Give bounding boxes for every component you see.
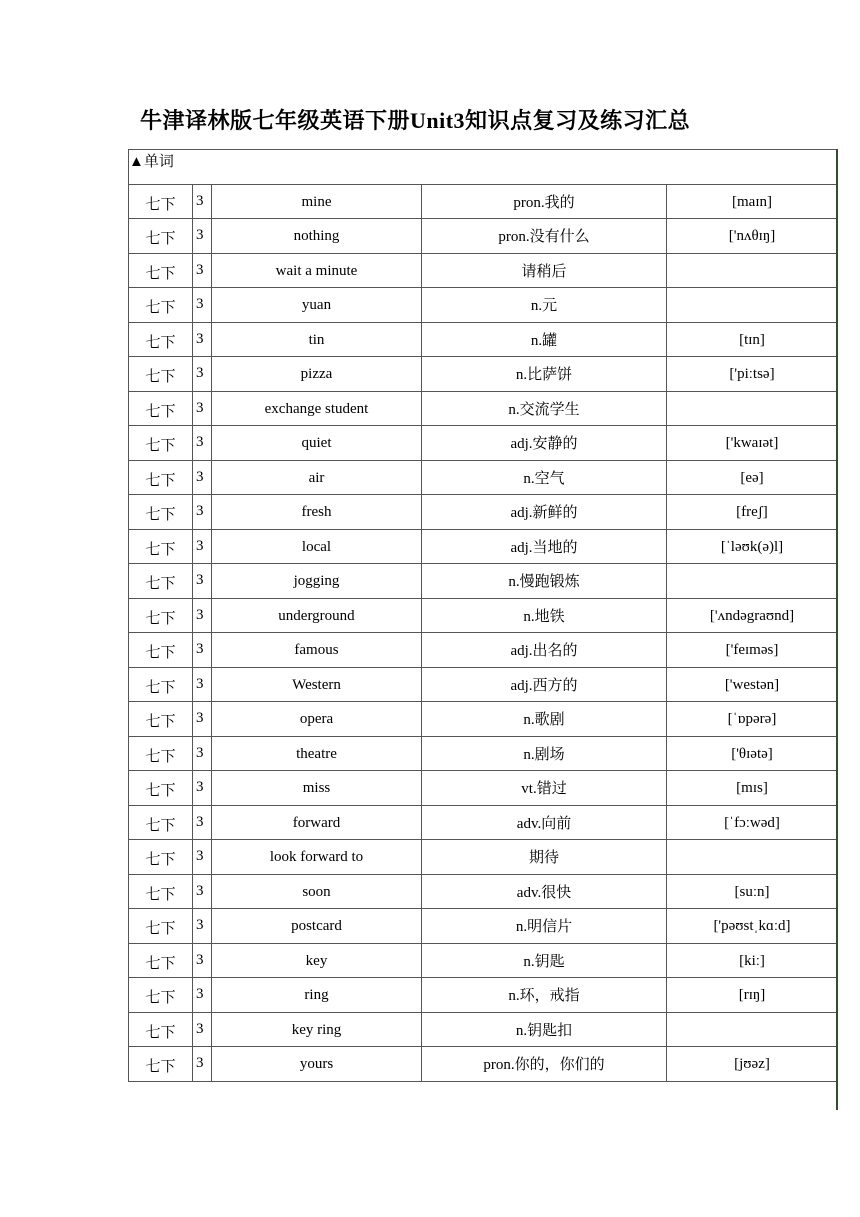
unit-cell: 3	[193, 805, 212, 840]
word-cell: soon	[212, 874, 422, 909]
word-cell: exchange student	[212, 391, 422, 426]
grade-cell: 七下	[129, 495, 193, 530]
phonetic-cell: [kiː]	[667, 943, 838, 978]
page-title: 牛津译林版七年级英语下册Unit3知识点复习及练习汇总	[140, 108, 691, 133]
meaning-cell: n.元	[422, 288, 667, 323]
unit-cell: 3	[193, 564, 212, 599]
meaning-cell: n.罐	[422, 322, 667, 357]
meaning-cell: n.钥匙	[422, 943, 667, 978]
meaning-cell: adj.当地的	[422, 529, 667, 564]
table-row	[129, 943, 838, 978]
meaning-cell: n.明信片	[422, 909, 667, 944]
word-cell: key ring	[212, 1012, 422, 1047]
meaning-cell: n.交流学生	[422, 391, 667, 426]
grade-cell: 七下	[129, 288, 193, 323]
grade-cell: 七下	[129, 357, 193, 392]
phonetic-cell: [tɪn]	[667, 322, 838, 357]
phonetic-cell: ['westən]	[667, 667, 838, 702]
table-row	[129, 840, 838, 875]
table-row	[129, 736, 838, 771]
grade-cell: 七下	[129, 702, 193, 737]
meaning-cell: n.歌剧	[422, 702, 667, 737]
table-row	[129, 253, 838, 288]
table-row	[129, 184, 838, 219]
table-row	[129, 219, 838, 254]
table-row	[129, 322, 838, 357]
phonetic-cell: ['piːtsə]	[667, 357, 838, 392]
phonetic-cell: ['nʌθɪŋ]	[667, 219, 838, 254]
phonetic-cell: [ˈfɔːwəd]	[667, 805, 838, 840]
phonetic-cell: ['kwaɪət]	[667, 426, 838, 461]
vocabulary-table	[128, 149, 838, 1082]
grade-cell: 七下	[129, 391, 193, 426]
word-cell: jogging	[212, 564, 422, 599]
grade-cell: 七下	[129, 840, 193, 875]
table-row	[129, 805, 838, 840]
unit-cell: 3	[193, 253, 212, 288]
table-row	[129, 667, 838, 702]
grade-cell: 七下	[129, 564, 193, 599]
phonetic-cell: [ˈɒpərə]	[667, 702, 838, 737]
unit-cell: 3	[193, 184, 212, 219]
meaning-cell: 期待	[422, 840, 667, 875]
table-row	[129, 874, 838, 909]
meaning-cell: n.剧场	[422, 736, 667, 771]
word-cell: miss	[212, 771, 422, 806]
grade-cell: 七下	[129, 1047, 193, 1082]
grade-cell: 七下	[129, 598, 193, 633]
grade-cell: 七下	[129, 322, 193, 357]
table-row	[129, 598, 838, 633]
phonetic-cell	[667, 391, 838, 426]
grade-cell: 七下	[129, 184, 193, 219]
table-row	[129, 909, 838, 944]
meaning-cell: adv.向前	[422, 805, 667, 840]
unit-cell: 3	[193, 771, 212, 806]
meaning-cell: pron.你的，你们的	[422, 1047, 667, 1082]
meaning-cell: n.空气	[422, 460, 667, 495]
word-cell: theatre	[212, 736, 422, 771]
table-row	[129, 357, 838, 392]
word-cell: famous	[212, 633, 422, 668]
phonetic-cell: [ˈləʊk(ə)l]	[667, 529, 838, 564]
word-cell: quiet	[212, 426, 422, 461]
meaning-cell: adj.新鲜的	[422, 495, 667, 530]
section-header-row	[129, 150, 838, 185]
grade-cell: 七下	[129, 909, 193, 944]
unit-cell: 3	[193, 1012, 212, 1047]
table-row	[129, 288, 838, 323]
word-cell: opera	[212, 702, 422, 737]
word-cell: key	[212, 943, 422, 978]
word-cell: nothing	[212, 219, 422, 254]
table-row	[129, 426, 838, 461]
grade-cell: 七下	[129, 460, 193, 495]
word-cell: pizza	[212, 357, 422, 392]
grade-cell: 七下	[129, 426, 193, 461]
table-row	[129, 391, 838, 426]
unit-cell: 3	[193, 460, 212, 495]
grade-cell: 七下	[129, 874, 193, 909]
word-cell: local	[212, 529, 422, 564]
unit-cell: 3	[193, 529, 212, 564]
phonetic-cell: ['pəʊstˌkɑːd]	[667, 909, 838, 944]
word-cell: fresh	[212, 495, 422, 530]
word-cell: forward	[212, 805, 422, 840]
unit-cell: 3	[193, 874, 212, 909]
phonetic-cell	[667, 288, 838, 323]
unit-cell: 3	[193, 598, 212, 633]
unit-cell: 3	[193, 288, 212, 323]
meaning-cell: adj.出名的	[422, 633, 667, 668]
grade-cell: 七下	[129, 529, 193, 564]
grade-cell: 七下	[129, 978, 193, 1013]
unit-cell: 3	[193, 633, 212, 668]
word-cell: ring	[212, 978, 422, 1013]
phonetic-cell: [jʊəz]	[667, 1047, 838, 1082]
table-row	[129, 529, 838, 564]
phonetic-cell: ['ʌndəgraʊnd]	[667, 598, 838, 633]
unit-cell: 3	[193, 978, 212, 1013]
meaning-cell: n.钥匙扣	[422, 1012, 667, 1047]
phonetic-cell	[667, 840, 838, 875]
phonetic-cell: [maɪn]	[667, 184, 838, 219]
meaning-cell: 请稍后	[422, 253, 667, 288]
grade-cell: 七下	[129, 667, 193, 702]
unit-cell: 3	[193, 840, 212, 875]
meaning-cell: adv.很快	[422, 874, 667, 909]
phonetic-cell: ['θɪətə]	[667, 736, 838, 771]
table-row	[129, 1012, 838, 1047]
grade-cell: 七下	[129, 805, 193, 840]
unit-cell: 3	[193, 426, 212, 461]
phonetic-cell: [rɪŋ]	[667, 978, 838, 1013]
word-cell: yuan	[212, 288, 422, 323]
phonetic-cell	[667, 253, 838, 288]
table-row	[129, 460, 838, 495]
phonetic-cell: [eə]	[667, 460, 838, 495]
meaning-cell: n.比萨饼	[422, 357, 667, 392]
grade-cell: 七下	[129, 1012, 193, 1047]
table-right-edge	[836, 149, 838, 1110]
unit-cell: 3	[193, 357, 212, 392]
phonetic-cell: [mɪs]	[667, 771, 838, 806]
phonetic-cell: ['feɪməs]	[667, 633, 838, 668]
unit-cell: 3	[193, 667, 212, 702]
grade-cell: 七下	[129, 219, 193, 254]
phonetic-cell	[667, 564, 838, 599]
table-row	[129, 495, 838, 530]
word-cell: look forward to	[212, 840, 422, 875]
phonetic-cell: [suːn]	[667, 874, 838, 909]
unit-cell: 3	[193, 1047, 212, 1082]
grade-cell: 七下	[129, 736, 193, 771]
meaning-cell: n.慢跑锻炼	[422, 564, 667, 599]
meaning-cell: vt.错过	[422, 771, 667, 806]
word-cell: Western	[212, 667, 422, 702]
unit-cell: 3	[193, 391, 212, 426]
unit-cell: 3	[193, 943, 212, 978]
phonetic-cell: [freʃ]	[667, 495, 838, 530]
table-row	[129, 702, 838, 737]
meaning-cell: pron.没有什么	[422, 219, 667, 254]
unit-cell: 3	[193, 909, 212, 944]
word-cell: underground	[212, 598, 422, 633]
grade-cell: 七下	[129, 771, 193, 806]
phonetic-cell	[667, 1012, 838, 1047]
unit-cell: 3	[193, 219, 212, 254]
grade-cell: 七下	[129, 253, 193, 288]
table-row	[129, 1047, 838, 1082]
unit-cell: 3	[193, 495, 212, 530]
word-cell: postcard	[212, 909, 422, 944]
table-row	[129, 771, 838, 806]
word-cell: wait a minute	[212, 253, 422, 288]
table-row	[129, 978, 838, 1013]
unit-cell: 3	[193, 702, 212, 737]
table-row	[129, 633, 838, 668]
section-header: ▲单词	[129, 150, 838, 185]
word-cell: mine	[212, 184, 422, 219]
meaning-cell: adj.西方的	[422, 667, 667, 702]
word-cell: tin	[212, 322, 422, 357]
table-row	[129, 564, 838, 599]
meaning-cell: n.地铁	[422, 598, 667, 633]
meaning-cell: pron.我的	[422, 184, 667, 219]
grade-cell: 七下	[129, 943, 193, 978]
grade-cell: 七下	[129, 633, 193, 668]
word-cell: yours	[212, 1047, 422, 1082]
meaning-cell: n.环，戒指	[422, 978, 667, 1013]
unit-cell: 3	[193, 736, 212, 771]
word-cell: air	[212, 460, 422, 495]
unit-cell: 3	[193, 322, 212, 357]
meaning-cell: adj.安静的	[422, 426, 667, 461]
